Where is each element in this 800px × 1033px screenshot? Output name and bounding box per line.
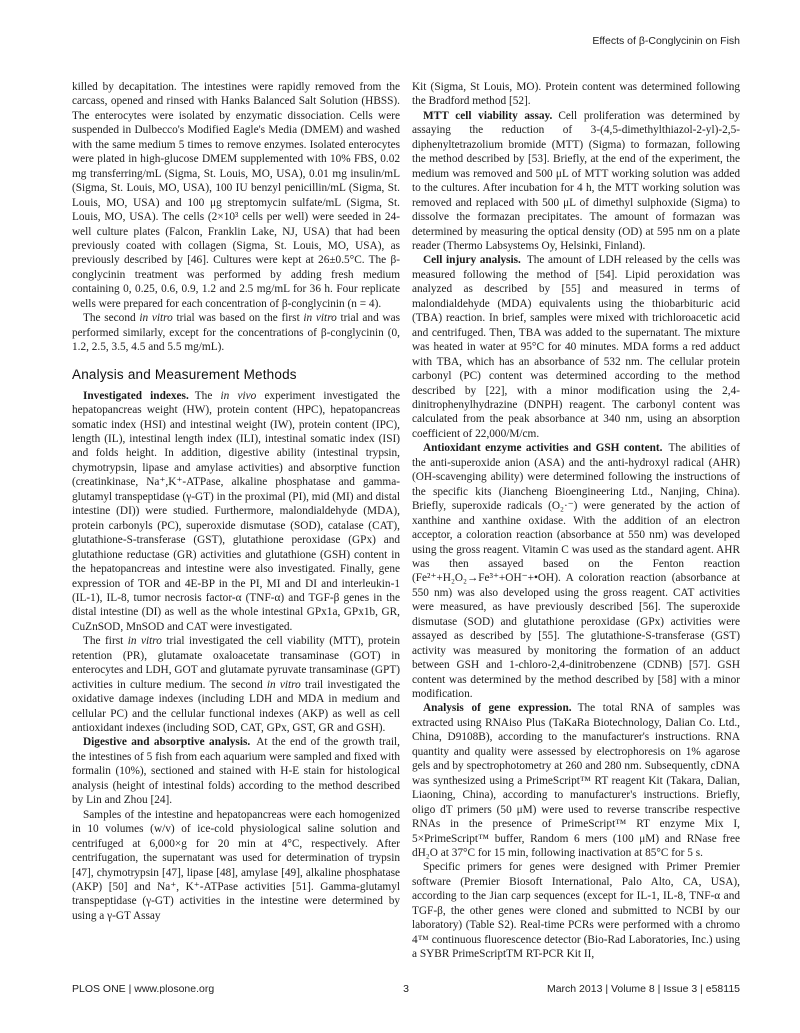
text-segment: experiment investigated the hepatopancreas weight (HW), protein content (HPC), hepatopancreas somatic index (HSI) and intestinal weight (IW), protein content (IPC), length (IL), intestinal length index (ILI), intestinal somatic index (ISI) and folds height. In addition, digestive ability (intestinal trypsin, chymotrypsin, lipase and amylase activities) and absorptive function (creatinkinase, Na⁺,K⁺-ATPase, alkaline phosphatase and gamma-glutamyl transpeptidase (γ-GT) in the proximal (PI), mid (MI) and distal intestine (DI)) were studied. Furthermore, malondialdehyde (MDA), protein carbonyls (PC), superoxide dismutase (SOD), catalase (CAT), glutathione-S-transferase (GST), glutathione peroxidase (GPx) and glutathione reductase (GR) activities and glutathione (GSH) content in the hepatopancreas and intestine were also investigated. Finally, gene expression of TOR and 4E-BP in the PI, MI and DI and interleukin-1 (IL-1), IL-8, tumor necrosis factor-α (TNF-α) and TGF-β genes in the distal intestine (DI) as well as the whole intestinal GPx1a, GPx1b, GR, CuZnSOD, MnSOD and CAT were investigated. bbox=[72, 389, 400, 633]
text-segment: Specific primers for genes were designed with Primer Premier software (Premier Biosoft International, Palo Alto, CA, USA), according to the Jian carp sequences (except for IL-1, IL-8, TNF-α and TGF-β, the other genes were cloned and submitted to NCBI by our laboratory) (Table S2). Real-time PCRs were performed with a chromo 4™ continuous fluorescence detector (Bio-Rad Laboratories, Inc.) using a SYBR PrimeScriptTM RT-PCR Kit II, bbox=[412, 861, 740, 961]
text-segment: trial and was performed similarly, except for the concentrations of β-conglycinin (0, 1.2, 2.5, 3.5, 4.5 and 5.5 mg/mL). bbox=[72, 312, 400, 354]
footer-page-number: 3 bbox=[403, 983, 409, 995]
run-in-heading: Digestive and absorptive analysis. bbox=[83, 736, 251, 749]
paragraph bbox=[72, 808, 400, 924]
text-segment: trail investigated the oxidative damage indexes (including LDH and MDA in medium and cellular PC) and the cellular functional indexes (AKP) as well as cell antioxidant indexes (including SOD, CAT, GPx, GST, GR and GSH). bbox=[72, 678, 400, 735]
text-segment: Kit (Sigma, St Louis, MO). Protein content was determined following the Bradford method [52]. bbox=[412, 81, 740, 108]
text-segment: The abilities of the anti-superoxide anion (ASA) and the anti-hydroxyl radical (AHR) (OH-scavenging ability) were determined following the instructions of the specific kits (Jiancheng Bioengineering Ltd., Nanjing, China). Briefly, superoxide radicals (O₂·⁻) were generated by the action of xanthine and xanthine oxidase. With the addition of an electron acceptor, a coloration reaction (absorbance at 550 nm) was developed using the gross reagent. Vitamin C was used as the standard agent. AHR was then assayed based on the Fenton reaction (Fe²⁺+H₂O₂→Fe³⁺+OH⁻+•OH). A coloration reaction (absorbance at 550 nm) was also developed using the gross reagent. CAT activities were measured, as have previously described [56]. The superoxide dismutase (SOD) and glutathione peroxidase (GPx) activities were assayed as described by [55]. The glutathione-S-transferase (GST) activity was measured by monitoring the formation of an adduct between GSH and 1-chloro-2,4-dinitrobenzene (CDNB) [57]. GSH content was determined by the method described by [58] with a minor modification. bbox=[412, 442, 740, 701]
text-segment: Cell proliferation was determined by assaying the reduction of 3-(4,5-dimethylthiazol-2-yl)-2,5-diphenyltetrazolium bromide (MTT) (Sigma) to formazan, following the method described by [53]. Briefly, at the end of the experiment, the medium was removed and 500 μL of MTT working solution was added to the cultures. After incubation for 4 h, the MTT working solution was removed and replaced with 500 μL of dimethyl sulphoxide (Sigma) to dissolve the formazan precipitates. The amount of formazan was determined by measuring the optical density (OD) at 595 nm on a plate reader (Thermo Labsystems Oy, Helsinki, Finland). bbox=[412, 109, 741, 252]
paragraph bbox=[412, 80, 740, 109]
text-segment: killed by decapitation. The intestines were rapidly removed from the carcass, opened and rinsed with Hanks Balanced Salt Solution (HBSS). The enterocytes were isolated by enzymatic dissociation. Cells were suspended in Dulbecco's Modified Eagle's Media (DMEM) and washed with the same medium 5 times to remove enzymes. Isolated enterocytes were plated in high-glucose DMEM supplemented with 10% FBS, 0.02 mg transferring/mL (Sigma, St. Louis, MO, USA), 0.01 mg insulin/mL (Sigma, St. Louis, MO, USA), 100 IU benzyl penicillin/mL (Sigma, St. Louis, MO, USA) and 100 μg streptomycin sulfate/mL (Sigma, St. Louis, MO, USA). The cells (2×10³ cells per well) were seeded in 24-well culture plates (Falcon, Franklin Lake, NJ, USA) that had been previously coated with collagen (Sigma, St. Louis, MO, USA), as previously described by [46]. Cultures were kept at 26±0.5°C. The β-conglycinin treatment was performed by adding fresh medium containing 0, 0.25, 0.6, 0.9, 1.2 and 2.5 mg/mL for 36 h. Four replicate wells were prepared for each concentration of β-conglycinin (n = 4). bbox=[72, 81, 400, 310]
section-heading: Analysis and Measurement Methods bbox=[72, 366, 297, 382]
text-segment: The first bbox=[83, 635, 128, 648]
paragraph bbox=[412, 701, 740, 860]
paragraph bbox=[72, 389, 400, 635]
paragraph bbox=[72, 735, 400, 807]
italic-text-segment: in vitro bbox=[266, 678, 301, 691]
paragraph bbox=[412, 441, 740, 701]
paragraph bbox=[412, 860, 740, 961]
run-in-heading: Cell injury analysis. bbox=[423, 254, 521, 267]
text-segment: trial was based on the first bbox=[172, 312, 304, 325]
paragraph bbox=[72, 634, 400, 735]
italic-text-segment: in vitro bbox=[139, 312, 173, 325]
right-column bbox=[412, 80, 740, 962]
italic-text-segment: in vitro bbox=[303, 312, 337, 325]
paragraph bbox=[72, 311, 400, 354]
text-segment: The total RNA of samples was extracted using RNAiso Plus (TaKaRa Biotechnology, Dalian Co. Ltd., China, D9108B), according to the manufacturer's instructions. RNA quantity and quality were assessed by electrophoresis on 1% agarose gels and by spectrophotometry at 260 and 280 nm. Subsequently, cDNA was synthesized using a PrimeScript™ RT reagent Kit (Takara, Dalian, Liaoning, China), according to manufacturer's instructions. Briefly, oligo dT primers (50 μM) were used to reverse transcribe respective RNAs in the presence of PrimeScript™ RT enzyme Mix I, 5×PrimeScript™ buffer, Random 6 mers (100 μM) and RNase free dH₂O at 37°C for 15 min, following inactivation at 85°C for 5 s. bbox=[412, 702, 740, 860]
text-segment: The amount of LDH released by the cells was measured following the method of [54]. Lipid peroxidation was analyzed as described by [55] and measured in terms of malondialdehyde (MDA) equivalents using the thiobarbituric acid (TBA) reaction. In brief, samples were mixed with trichloroacetic acid and centrifuged. Then, TBA was added to the supernatant. The mixture was heated in water at 95°C for 40 minutes. MDA forms a red adduct with TBA, which has an absorbance of 532 nm. The cellular protein carbonyl (PC) content was determined according to the method described by [22], with a minor modification using the 2,4-dinitrophenylhydrazine (DNPH) reagent. The carbonyl content was calculated from the peak absorbance at 340 nm, using an absorption coefficient of 22,000/M/cm. bbox=[412, 254, 740, 440]
footer-journal: PLOS ONE | www.plosone.org bbox=[72, 983, 215, 995]
italic-text-segment: in vitro bbox=[127, 635, 162, 648]
run-in-heading: MTT cell viability assay. bbox=[423, 109, 553, 122]
text-segment: trial investigated the cell viability (MTT), protein retention (PR), glutamate oxaloacetate transaminase (GOT) in enterocytes and LDH, GOT and glutamate pyruvate transaminase (GPT) activities in culture medium. The second bbox=[72, 635, 400, 691]
running-title: Effects of β-Conglycinin on Fish bbox=[592, 35, 740, 47]
run-in-heading: Investigated indexes. bbox=[83, 389, 189, 402]
left-column bbox=[72, 80, 400, 962]
text-segment: At the end of the growth trail, the intestines of 5 fish from each aquarium were sampled and fixed with formalin (10%), sectioned and stained with H-E stain for histological analysis (height of intestinal folds) according to the method described by Lin and Zhou [24]. bbox=[72, 736, 400, 807]
paragraph bbox=[412, 253, 740, 441]
run-in-heading: Analysis of gene expression. bbox=[423, 702, 572, 715]
paragraph bbox=[72, 80, 400, 311]
italic-text-segment: in vivo bbox=[220, 389, 257, 402]
run-in-heading: Antioxidant enzyme activities and GSH content. bbox=[423, 442, 663, 455]
text-segment: Samples of the intestine and hepatopancreas were each homogenized in 10 volumes (w/v) of ice-cold physiological saline solution and centrifuged at 6,000×g for 20 min at 4°C, respectively. After centrifugation, the supernatant was used for determination of trypsin [47], chymotrypsin [47], lipase [48], amylase [49], alkaline phosphatase (AKP) [50] and Na⁺, K⁺-ATPase activities [51]. Gamma-glutamyl transpeptidase (γ-GT) activities in the intestine were determined by using a γ-GT Assay bbox=[72, 808, 400, 922]
text-segment: The bbox=[194, 389, 221, 402]
two-column-body bbox=[72, 80, 740, 962]
paragraph bbox=[412, 109, 740, 254]
footer-issue-info: March 2013 | Volume 8 | Issue 3 | e58115 bbox=[546, 983, 740, 995]
text-segment: The second bbox=[83, 312, 140, 325]
